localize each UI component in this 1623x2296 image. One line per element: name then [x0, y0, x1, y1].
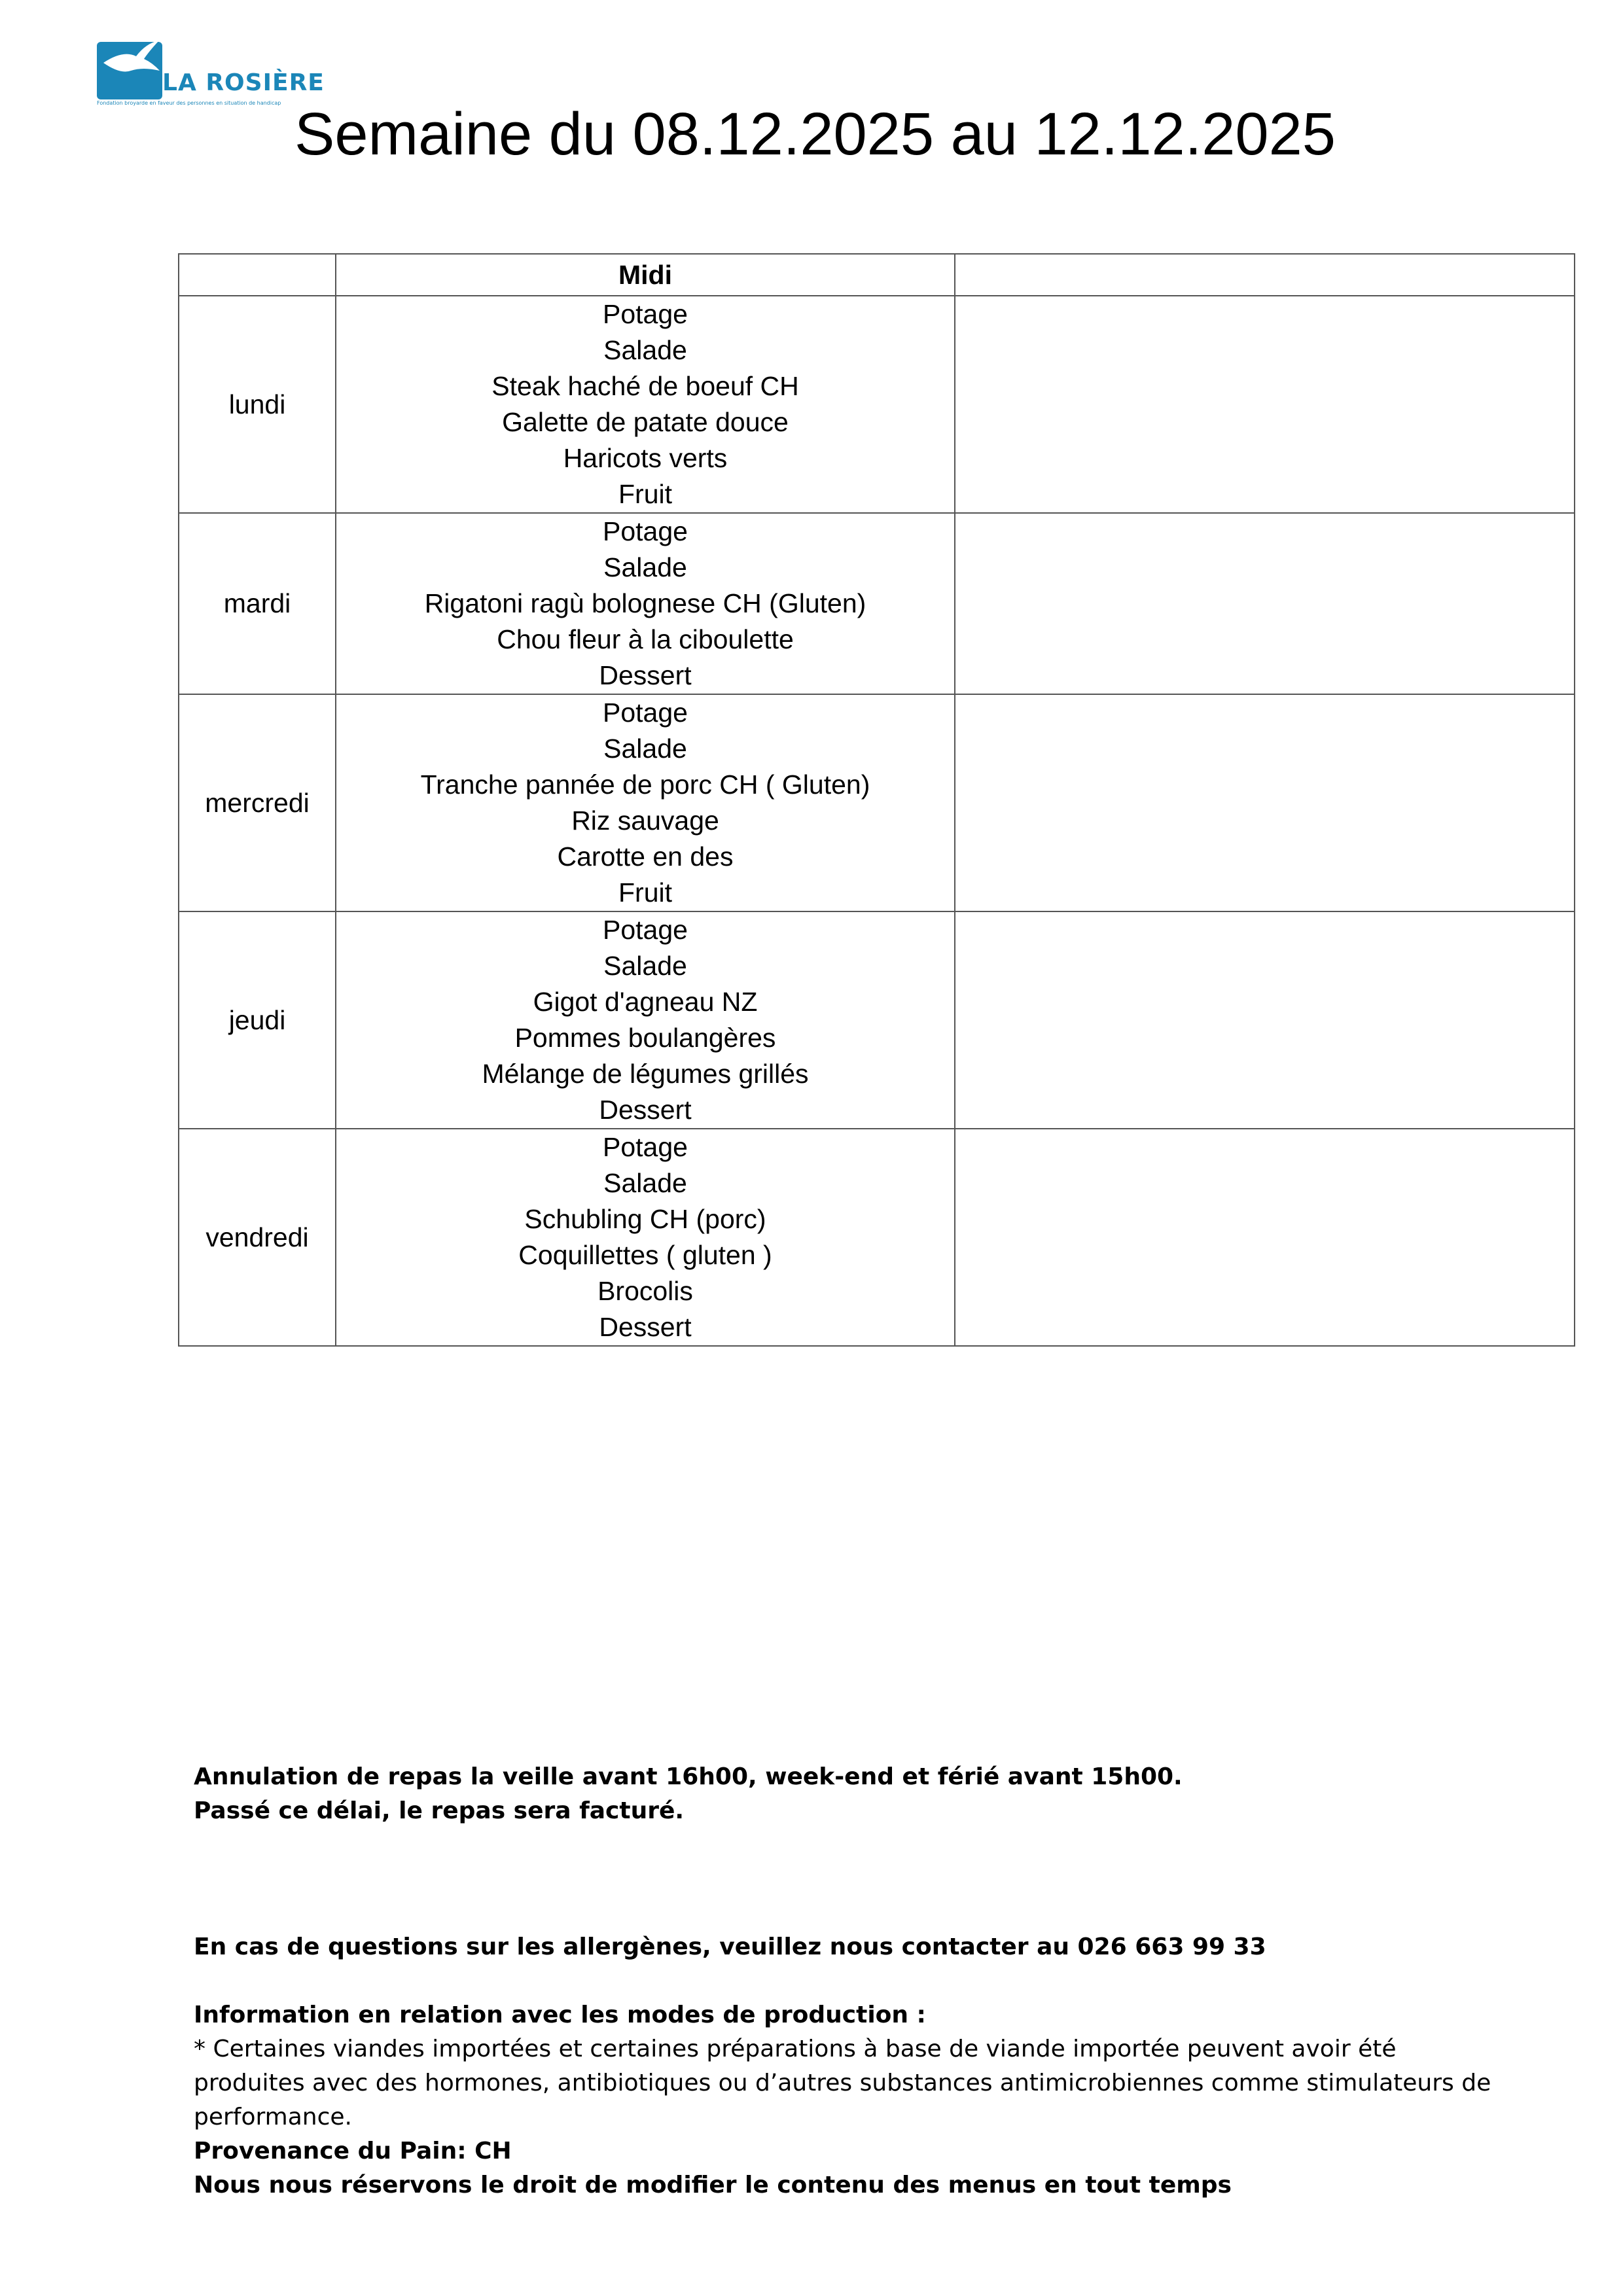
cancel-notice: Annulation de repas la veille avant 16h00, week-end et férié avant 15h00.: [194, 1763, 1183, 1790]
spacer: [194, 1828, 1503, 1930]
spacer: [194, 1964, 1503, 1998]
dish-item: Gigot d'agneau NZ: [533, 987, 758, 1017]
dish-item: Steak haché de boeuf CH: [491, 371, 799, 401]
dish-item: Potage: [603, 915, 688, 945]
table-row: [179, 513, 1575, 694]
table-row: [179, 296, 1575, 513]
empty-cell: [955, 513, 1575, 694]
dish-item: Salade: [603, 733, 687, 764]
dish-item: Galette de patate douce: [502, 407, 789, 437]
header-day: [179, 254, 336, 296]
header-midi: Midi: [336, 254, 955, 296]
dish-item: Rigatoni ragù bolognese CH (Gluten): [424, 588, 866, 618]
menu-table: [178, 253, 1575, 1347]
page-title: Semaine du 08.12.2025 au 12.12.2025: [294, 101, 1336, 168]
table-row: [179, 694, 1575, 911]
midi-cell: [336, 513, 955, 694]
dish-item: Salade: [603, 951, 687, 981]
day-cell: vendredi: [179, 1129, 336, 1346]
table-row: [179, 1129, 1575, 1346]
midi-cell: [336, 1129, 955, 1346]
dish-item: Potage: [603, 299, 688, 329]
header-empty: [955, 254, 1575, 296]
logo-name: LA ROSIÈRE: [162, 69, 325, 96]
dish-item: Potage: [603, 698, 688, 728]
dish-item: Dessert: [599, 660, 692, 690]
menu-body: [179, 296, 1575, 1346]
dish-item: Potage: [603, 1132, 688, 1162]
dish-item: Potage: [603, 516, 688, 546]
dish-item: Brocolis: [597, 1276, 693, 1306]
dish-item: Carotte en des: [557, 841, 734, 872]
logo-subtitle: Fondation broyarde en faveur des personnes en situation de handicap: [97, 100, 281, 106]
notes: [194, 1760, 1503, 2202]
empty-cell: [955, 296, 1575, 513]
dish-item: Salade: [603, 552, 687, 582]
dish-item: Fruit: [618, 479, 672, 509]
logo: [97, 37, 325, 115]
dish-item: Riz sauvage: [571, 805, 719, 836]
allergen-contact: En cas de questions sur les allergènes, veuillez nous contacter au 026 663 99 33: [194, 1934, 1266, 1960]
production-text-2: produites avec des hormones, antibiotiques ou d’autres substances antimicrobiennes comme stimulateurs de: [194, 2070, 1491, 2096]
dish-item: Salade: [603, 1168, 687, 1198]
table-row: [179, 911, 1575, 1129]
empty-cell: [955, 694, 1575, 911]
production-text-1: * Certaines viandes importées et certaines préparations à base de viande importée peuvent avoir été: [194, 2036, 1397, 2062]
dish-item: Fruit: [618, 877, 672, 908]
dish-item: Dessert: [599, 1312, 692, 1342]
dish-item: Tranche pannée de porc CH ( Gluten): [420, 769, 870, 800]
dish-item: Coquillettes ( gluten ): [518, 1240, 772, 1270]
cancel-deadline: Passé ce délai, le repas sera facturé.: [194, 1797, 685, 1824]
day-cell: lundi: [179, 296, 336, 513]
table-header-row: [179, 254, 1575, 296]
day-cell: jeudi: [179, 911, 336, 1129]
midi-cell: [336, 911, 955, 1129]
production-text-3: performance.: [194, 2104, 352, 2130]
midi-cell: [336, 694, 955, 911]
bread-origin: Provenance du Pain: CH: [194, 2138, 512, 2164]
empty-cell: [955, 1129, 1575, 1346]
dish-item: Pommes boulangères: [514, 1023, 776, 1053]
dish-item: Haricots verts: [563, 443, 728, 473]
logo-bird-icon: [97, 37, 162, 99]
day-cell: mardi: [179, 513, 336, 694]
day-cell: mercredi: [179, 694, 336, 911]
dish-item: Schubling CH (porc): [524, 1204, 766, 1234]
dish-item: Chou fleur à la ciboulette: [497, 624, 794, 654]
rights-notice: Nous nous réservons le droit de modifier le contenu des menus en tout temps: [194, 2172, 1232, 2199]
midi-cell: [336, 296, 955, 513]
empty-cell: [955, 911, 1575, 1129]
dish-item: Dessert: [599, 1095, 692, 1125]
production-title: Information en relation avec les modes de production :: [194, 2002, 926, 2028]
dish-item: Salade: [603, 335, 687, 365]
dish-item: Mélange de légumes grillés: [482, 1059, 809, 1089]
